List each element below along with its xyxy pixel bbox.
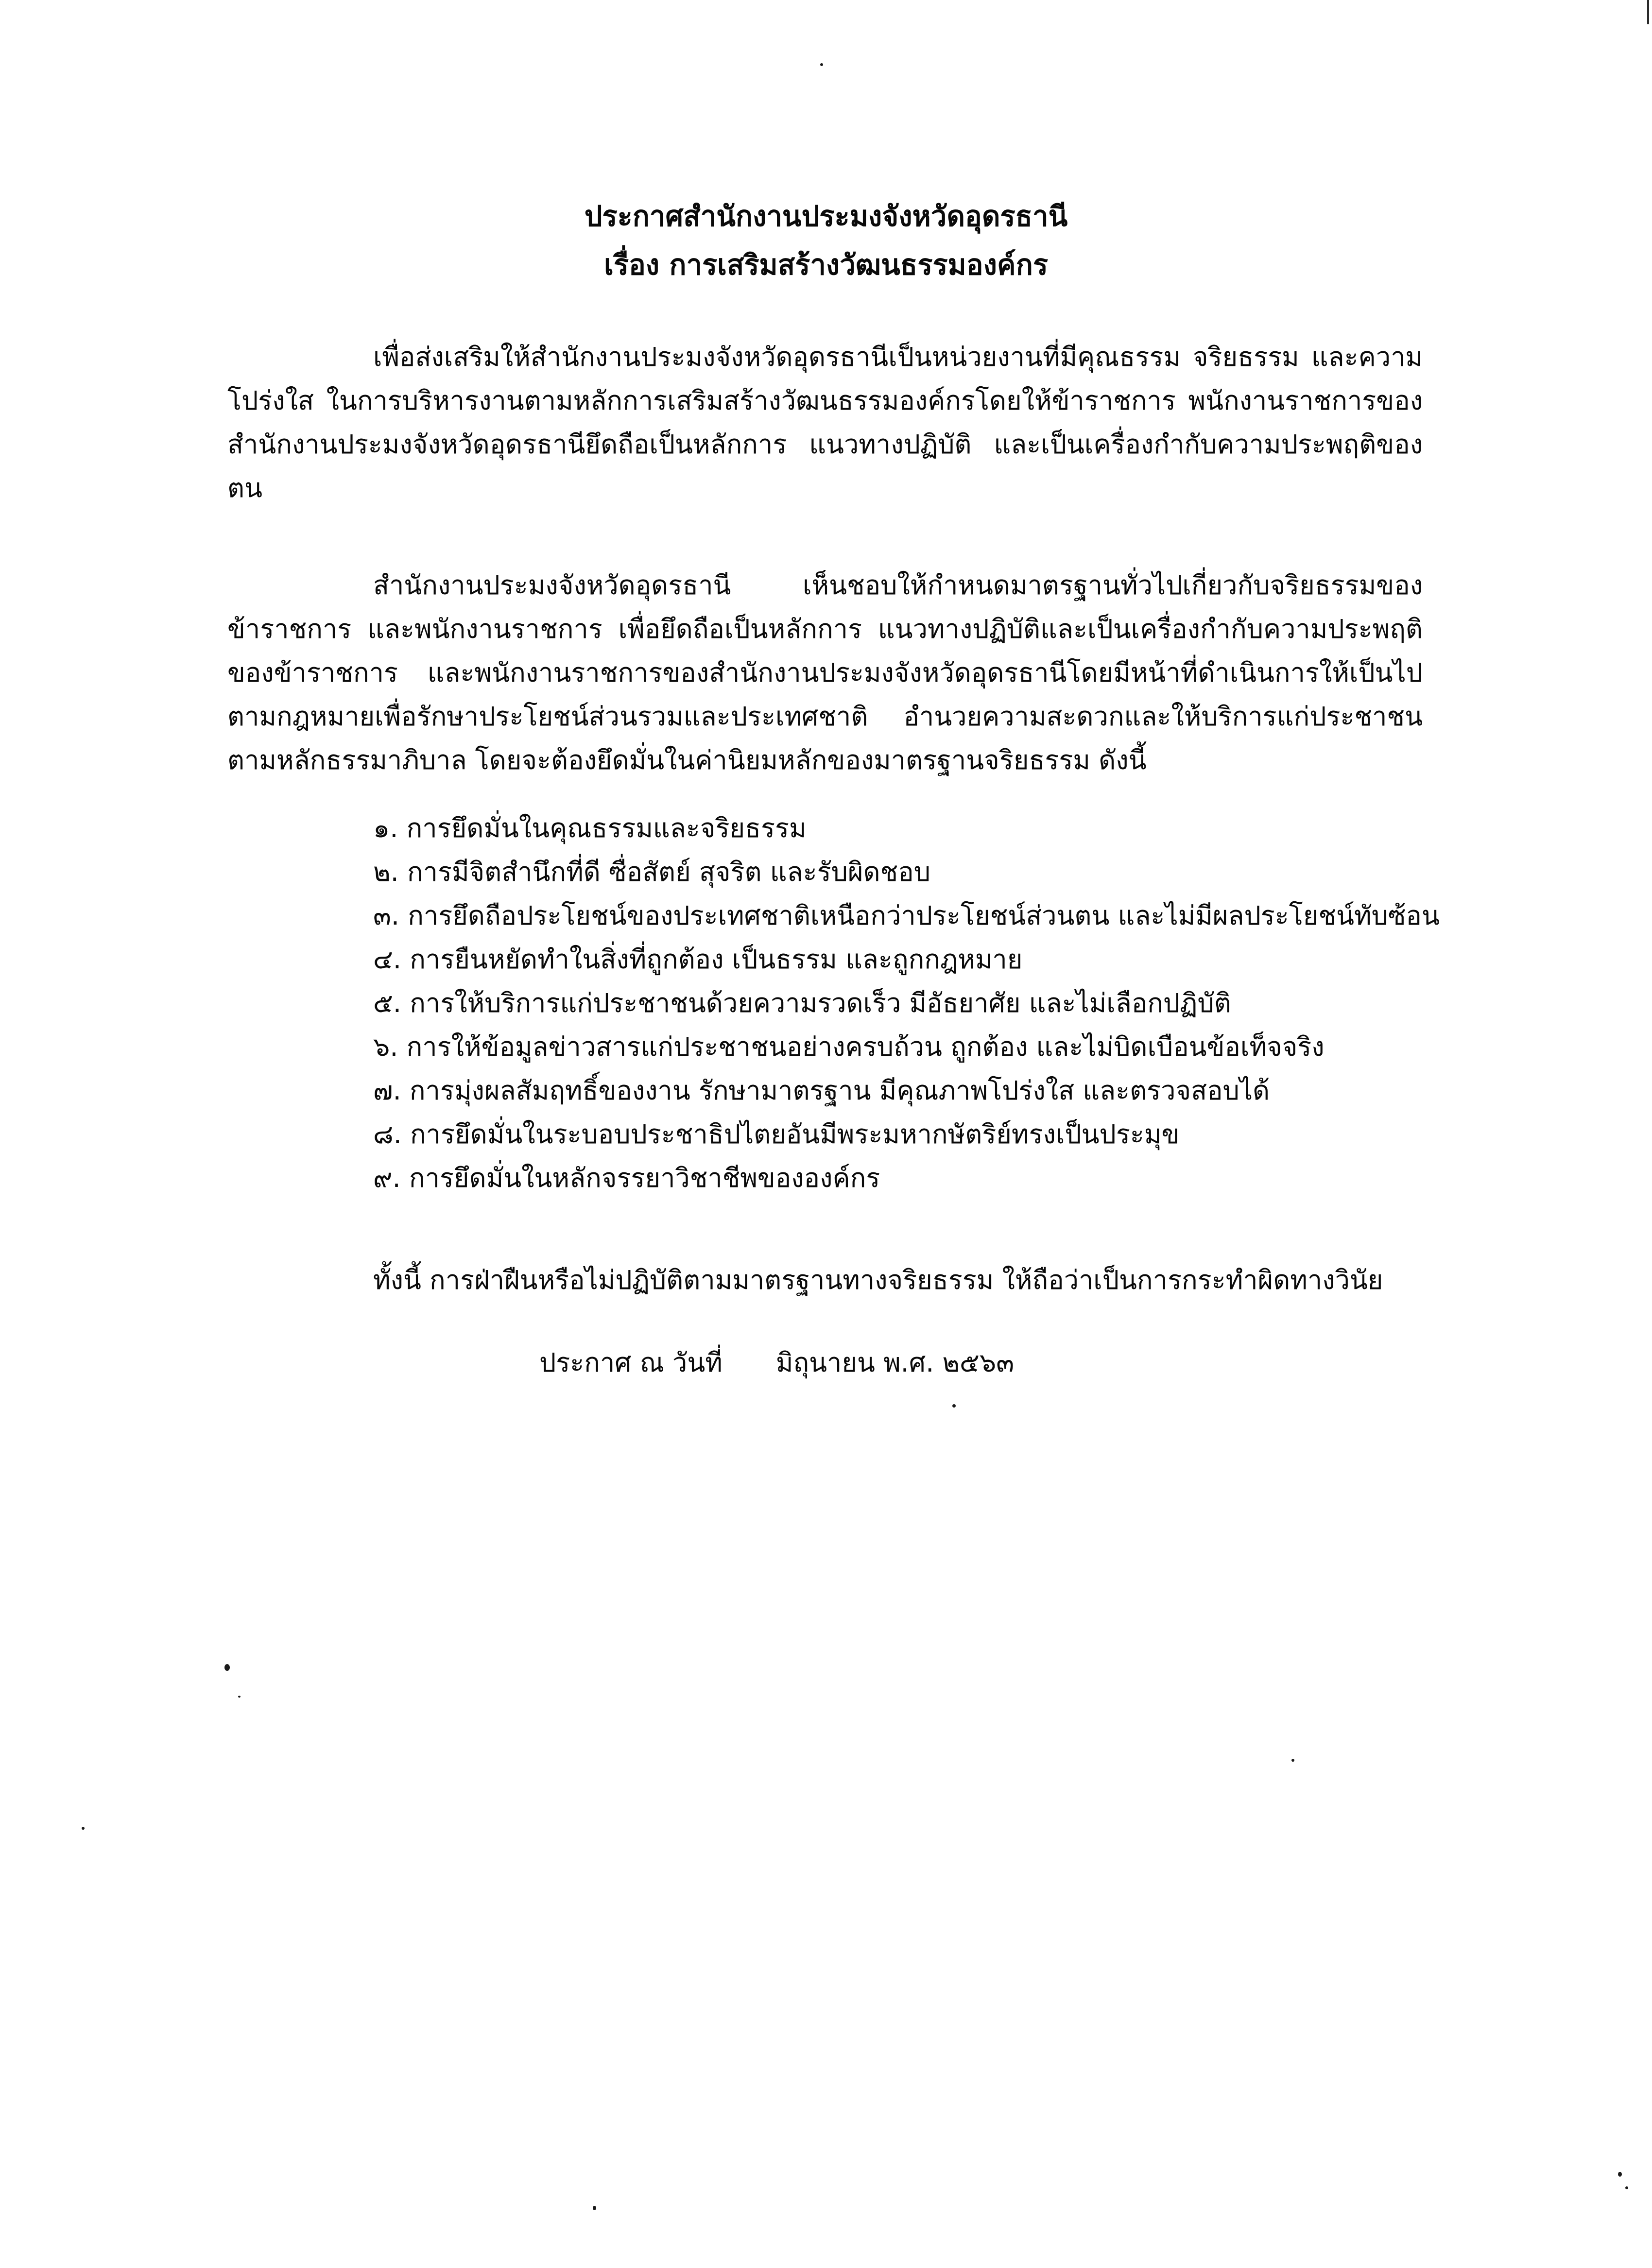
list-item: ๗. การมุ่งผลสัมฤทธิ์ของงาน รักษามาตรฐาน มีคุณภาพโปร่งใส และตรวจสอบได้: [373, 1075, 1270, 1106]
list-item: ๓. การยึดถือประโยชน์ของประเทศชาติเหนือกว่าประโยชน์ส่วนตน และไม่มีผลประโยชน์ทับซ้อน: [373, 900, 1440, 931]
scan-speck: [593, 2206, 596, 2210]
scan-speck: [238, 1696, 241, 1698]
list-item: ๙. การยึดมั่นในหลักจรรยาวิชาชีพขององค์กร: [373, 1163, 880, 1193]
scan-speck: [1625, 2186, 1628, 2189]
list-item: ๖. การให้ข้อมูลข่าวสารแก่ประชาชนอย่างครบถ้วน ถูกต้อง และไม่บิดเบือนข้อเท็จจริง: [373, 1031, 1325, 1062]
scan-edge-mark: [1647, 0, 1649, 24]
scan-speck: [82, 1827, 85, 1830]
list-item: ๔. การยืนหยัดทำในสิ่งที่ถูกต้อง เป็นธรรม และถูกกฎหมาย: [373, 944, 1023, 975]
scan-speck: [952, 1404, 956, 1408]
scan-speck: [1618, 2172, 1622, 2177]
announcement-date-line: [539, 1341, 1014, 1385]
list-item: ๕. การให้บริการแก่ประชาชนด้วยความรวดเร็ว มีอัธยาศัย และไม่เลือกปฏิบัติ: [373, 988, 1231, 1018]
list-item: ๒. การมีจิตสำนึกที่ดี ซื่อสัตย์ สุจริต และรับผิดชอบ: [373, 857, 930, 887]
scan-speck: [820, 63, 823, 66]
announce-date: มิถุนายน พ.ศ. ๒๕๖๓: [775, 1347, 1015, 1378]
scan-speck: [224, 1664, 230, 1671]
paragraph-standards: สำนักงานประมงจังหวัดอุดรธานี เห็นชอบให้กำหนดมาตรฐานทั่วไปเกี่ยวกับจริยธรรมของข้าราชการ และพนักงานราชการ เพื่อยึดถือเป็นหลักการ แนวทางปฏิบัติและเป็นเครื่องกำกับความประพฤติของข้าราชการ และพนักงานราชการของสำนักงานประมงจังหวัดอุดรธานีโดยมีหน้าที่ดำเนินการให้เป็นไปตามกฎหมายเพื่อรักษาประโยชน์ส่วนรวมและประเทศชาติ อำนวยความสะดวกและให้บริการแก่ประชาชนตามหลักธรรมาภิบาล โดยจะต้องยึดมั่นในค่านิยมหลักของมาตรฐานจริยธรรม ดังนี้: [227, 570, 1423, 775]
paragraph-intro: เพื่อส่งเสริมให้สำนักงานประมงจังหวัดอุดรธานีเป็นหน่วยงานที่มีคุณธรรม จริยธรรม และความโปร่งใส ในการบริหารงานตามหลักการเสริมสร้างวัฒนธรรมองค์กรโดยให้ข้าราชการ พนักงานราชการของสำนักงานประมงจังหวัดอุดรธานียึดถือเป็นหลักการ แนวทางปฏิบัติ และเป็นเครื่องกำกับความประพฤติของตน: [227, 342, 1423, 503]
scan-speck: [1291, 1759, 1294, 1762]
announce-prefix: ประกาศ ณ วันที่: [539, 1347, 723, 1378]
list-item: ๘. การยึดมั่นในระบอบประชาธิปไตยอันมีพระมหากษัตริย์ทรงเป็นประมุข: [373, 1119, 1180, 1150]
document-title: ประกาศสำนักงานประมงจังหวัดอุดรธานี: [584, 200, 1068, 233]
ethics-list: [373, 807, 1440, 1200]
list-item: ๑. การยึดมั่นในคุณธรรมและจริยธรรม: [373, 813, 807, 843]
document-subject: เรื่อง การเสริมสร้างวัฒนธรรมองค์กร: [604, 248, 1048, 281]
closing-statement: ทั้งนี้ การฝ่าฝืนหรือไม่ปฏิบัติตามมาตรฐานทางจริยธรรม ให้ถือว่าเป็นการกระทำผิดทางวินัย: [373, 1265, 1383, 1295]
